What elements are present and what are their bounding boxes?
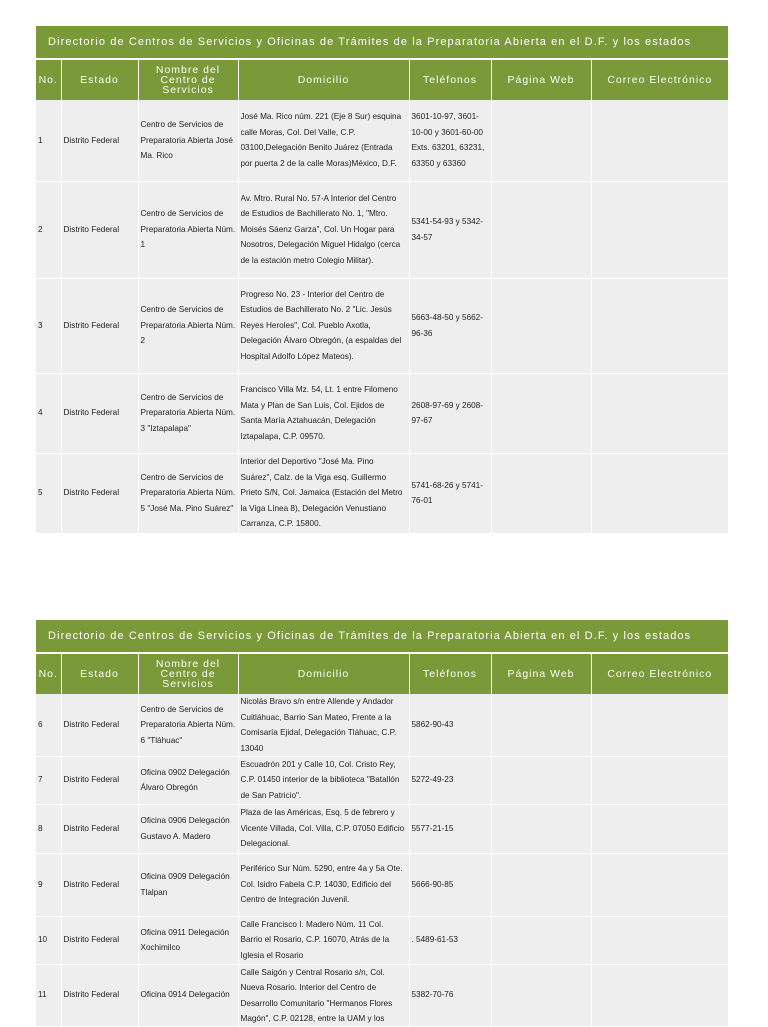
header-estado: Estado — [61, 653, 138, 694]
cell-web — [491, 916, 591, 964]
cell-domicilio — [238, 100, 409, 181]
cell-telefonos: 5382-70-76 — [409, 964, 491, 1026]
header-domicilio: Domicilio — [238, 653, 409, 694]
cell-telefonos: 5577-21-15 — [409, 804, 491, 853]
cell-correo — [591, 853, 728, 916]
cell-web — [491, 853, 591, 916]
cell-no: 3 — [36, 278, 61, 373]
cell-no: 2 — [36, 181, 61, 278]
header-nombre — [138, 653, 238, 694]
header-correo: Correo Electrónico — [591, 59, 728, 100]
table-row — [36, 756, 728, 804]
cell-web — [491, 694, 591, 756]
header-web: Página Web — [491, 59, 591, 100]
cell-nombre: Centro de Servicios de Preparatoria Abierta Núm. 1 — [138, 181, 238, 278]
cell-domicilio-text: Calle Francisco I. Madero Núm. 11 Col. Barrio el Rosario, C.P. 16070, Atrás de la Iglesia el Rosario — [240, 919, 390, 960]
table-row — [36, 694, 728, 756]
cell-nombre: Oficina 0911 Delegación Xochimilco — [138, 916, 238, 964]
cell-estado: Distrito Federal — [61, 853, 138, 916]
cell-telefonos: 5663-48-50 y 5662-96-36 — [409, 278, 491, 373]
cell-correo — [591, 100, 728, 181]
cell-correo — [591, 694, 728, 756]
cell-no: 1 — [36, 100, 61, 181]
cell-domicilio — [238, 181, 409, 278]
cell-telefonos: 5862-90-43 — [409, 694, 491, 756]
cell-web — [491, 804, 591, 853]
cell-nombre: Centro de Servicios de Preparatoria Abierta Núm. 6 "Tláhuac" — [138, 694, 238, 756]
cell-estado: Distrito Federal — [61, 756, 138, 804]
cell-domicilio-text: Calle Saigón y Central Rosario s/n, Col. Nueva Rosario. Interior del Centro de Desarrollo Comunitario "Hermanos Flores Magón", C.P. 02128, entre la UAM y los — [240, 967, 393, 1023]
cell-domicilio-text: Interior del Deportivo "José Ma. Pino Suárez", Calz. de la Viga esq. Guillermo Prieto S/N, Col. Jamaica (Estación del Metro la Viga Línea 8), Delegación Venustiano Carranza, C.P. 15800. — [240, 457, 403, 529]
header-nombre — [138, 59, 238, 100]
table-row — [36, 181, 728, 278]
cell-web — [491, 453, 591, 533]
cell-domicilio — [238, 964, 409, 1026]
cell-estado: Distrito Federal — [61, 453, 138, 533]
cell-nombre: Oficina 0902 Delegación Álvaro Obregón — [138, 756, 238, 804]
cell-estado: Distrito Federal — [61, 804, 138, 853]
cell-correo — [591, 804, 728, 853]
directory-table-1-grid — [36, 26, 728, 534]
cell-domicilio-text: Francisco Villa Mz. 54, Lt. 1 entre Filomeno Mata y Plan de San Luis, Col. Ejidos de Santa María Aztahuacán, Delegación Iztapalapa, C.P. 09570. — [240, 385, 398, 441]
cell-domicilio-text: José Ma. Rico núm. 221 (Eje 8 Sur) esquina calle Moras, Col. Del Valle, C.P. 03100,Delegación Benito Juárez (Entrada por puerta 2 de la calle Moras)México, D.F. — [240, 112, 402, 168]
table-row — [36, 853, 728, 916]
cell-domicilio — [238, 853, 409, 916]
header-no: No. — [36, 653, 61, 694]
header-telefonos: Teléfonos — [409, 653, 491, 694]
cell-estado: Distrito Federal — [61, 373, 138, 453]
cell-correo — [591, 756, 728, 804]
table-header-row — [36, 653, 728, 694]
cell-web — [491, 964, 591, 1026]
cell-estado: Distrito Federal — [61, 181, 138, 278]
table-row — [36, 916, 728, 964]
cell-nombre: Centro de Servicios de Preparatoria Abierta Núm. 5 "José Ma. Pino Suárez" — [138, 453, 238, 533]
cell-no: 10 — [36, 916, 61, 964]
table-1-body — [36, 100, 728, 533]
cell-web — [491, 278, 591, 373]
cell-web — [491, 373, 591, 453]
cell-domicilio — [238, 453, 409, 533]
table-title: Directorio de Centros de Servicios y Oficinas de Trámites de la Preparatoria Abierta en el D.F. y los estados — [36, 620, 728, 653]
cell-no: 8 — [36, 804, 61, 853]
cell-telefonos: 5341-54-93 y 5342-34-57 — [409, 181, 491, 278]
cell-nombre: Oficina 0909 Delegación Tlalpan — [138, 853, 238, 916]
header-nombre-label: Nombre del Centro de Servicios — [155, 658, 221, 690]
cell-correo — [591, 278, 728, 373]
cell-nombre: Oficina 0914 Delegación — [138, 964, 238, 1026]
table-header-row — [36, 59, 728, 100]
header-web: Página Web — [491, 653, 591, 694]
table-row — [36, 278, 728, 373]
cell-domicilio — [238, 373, 409, 453]
cell-no: 7 — [36, 756, 61, 804]
header-estado: Estado — [61, 59, 138, 100]
header-correo: Correo Electrónico — [591, 653, 728, 694]
cell-telefonos: 5741-68-26 y 5741-76-01 — [409, 453, 491, 533]
cell-no: 11 — [36, 964, 61, 1026]
cell-correo — [591, 453, 728, 533]
directory-table-1 — [36, 26, 728, 534]
cell-estado: Distrito Federal — [61, 916, 138, 964]
cell-web — [491, 181, 591, 278]
table-title: Directorio de Centros de Servicios y Oficinas de Trámites de la Preparatoria Abierta en el D.F. y los estados — [36, 26, 728, 59]
cell-domicilio — [238, 694, 409, 756]
cell-domicilio-text: Plaza de las Américas, Esq. 5 de febrero y Vicente Villada, Col. Villa, C.P. 07050 Edificio Delegacional. — [240, 808, 405, 849]
cell-estado: Distrito Federal — [61, 100, 138, 181]
cell-domicilio — [238, 756, 409, 804]
cell-domicilio-text: Escuadrón 201 y Calle 10, Col. Cristo Rey, C.P. 01450 interior de la biblioteca "Batallón de San Patricio". — [240, 759, 400, 800]
cell-telefonos: 5272-49-23 — [409, 756, 491, 804]
cell-nombre: Centro de Servicios de Preparatoria Abierta Núm. 2 — [138, 278, 238, 373]
cell-domicilio-text: Nicolás Bravo s/n entre Allende y Andador Cuitláhuac, Barrio San Mateo, Frente a la Comisaría Ejidal, Delegación Tláhuac, C.P. 13040 — [240, 697, 397, 753]
cell-domicilio — [238, 916, 409, 964]
cell-estado: Distrito Federal — [61, 964, 138, 1026]
cell-domicilio — [238, 278, 409, 373]
cell-nombre: Oficina 0906 Delegación Gustavo A. Madero — [138, 804, 238, 853]
cell-domicilio-text: Av. Mtro. Rural No. 57-A Interior del Centro de Estudios de Bachillerato No. 1, "Mtro. Moisés Sáenz Garza", Col. Un Hogar para Nosotros, Delegación Miguel Hidalgo (cerca de la estación metro Colegio Militar). — [240, 193, 401, 265]
cell-no: 9 — [36, 853, 61, 916]
cell-domicilio-text: Periférico Sur Núm. 5290, entre 4a y 5a Ote. Col. Isidro Fabela C.P. 14030, Edificio del Centro de Integración Juvenil. — [240, 864, 403, 905]
header-domicilio: Domicilio — [238, 59, 409, 100]
cell-web — [491, 100, 591, 181]
cell-estado: Distrito Federal — [61, 278, 138, 373]
cell-web — [491, 756, 591, 804]
directory-table-2-grid — [36, 620, 728, 1027]
cell-correo — [591, 916, 728, 964]
cell-correo — [591, 964, 728, 1026]
header-telefonos: Teléfonos — [409, 59, 491, 100]
cell-estado: Distrito Federal — [61, 694, 138, 756]
cell-telefonos: 5666-90-85 — [409, 853, 491, 916]
cell-telefonos: 3601-10-97, 3601-10-00 y 3601-60-00 Exts. 63201, 63231, 63350 y 63360 — [409, 100, 491, 181]
table-2-body — [36, 694, 728, 1026]
cell-no: 5 — [36, 453, 61, 533]
table-row — [36, 100, 728, 181]
cell-no: 6 — [36, 694, 61, 756]
table-row — [36, 373, 728, 453]
cell-telefonos: 2608-97-69 y 2608-97-67 — [409, 373, 491, 453]
table-row — [36, 964, 728, 1026]
cell-nombre: Centro de Servicios de Preparatoria Abierta Núm. 3 "Iztapalapa" — [138, 373, 238, 453]
cell-correo — [591, 181, 728, 278]
cell-domicilio-text: Progreso No. 23 - Interior del Centro de Estudios de Bachillerato No. 2 "Lic. Jesús Reyes Heroles", Col. Pueblo Axotla, Delegación Álvaro Obregón, (a espaldas del Hospital Adolfo López Mateos). — [240, 289, 402, 361]
table-row — [36, 453, 728, 533]
directory-table-2 — [36, 620, 728, 1027]
header-nombre-label: Nombre del Centro de Servicios — [155, 64, 221, 96]
cell-correo — [591, 373, 728, 453]
header-no: No. — [36, 59, 61, 100]
cell-telefonos: . 5489-61-53 — [409, 916, 491, 964]
cell-no: 4 — [36, 373, 61, 453]
cell-nombre: Centro de Servicios de Preparatoria Abierta José Ma. Rico — [138, 100, 238, 181]
table-row — [36, 804, 728, 853]
cell-domicilio — [238, 804, 409, 853]
